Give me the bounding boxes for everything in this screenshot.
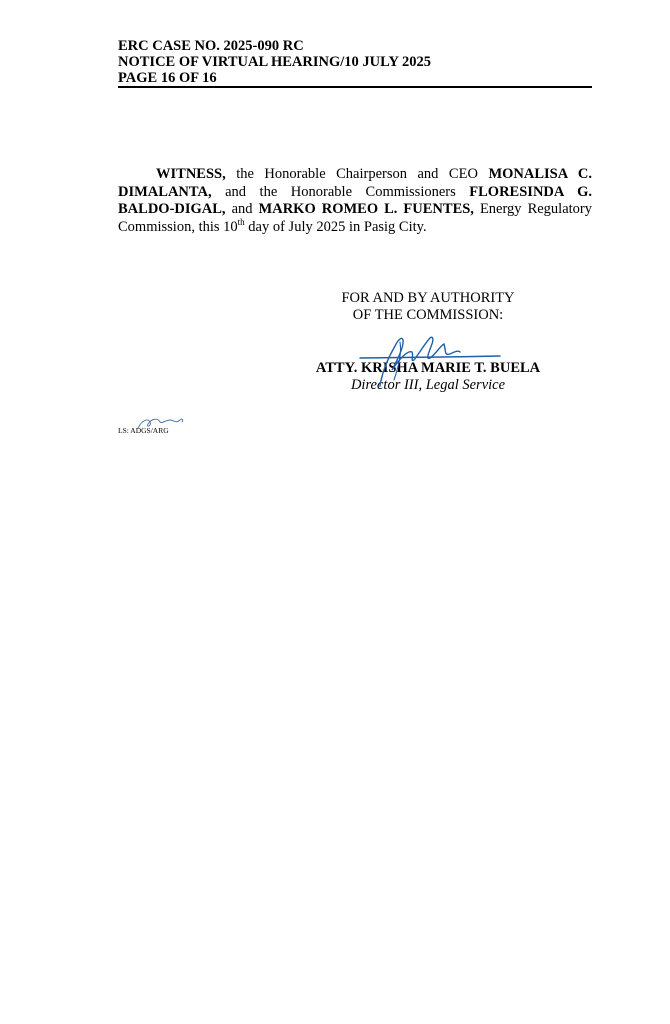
witness-text-3: and xyxy=(225,201,259,217)
commissioner-name-2: MARKO ROMEO L. FUENTES, xyxy=(258,201,474,217)
witness-text-1: the Honorable Chairperson and CEO xyxy=(225,166,489,182)
handwritten-signature xyxy=(340,328,510,390)
page-number: PAGE 16 OF 16 xyxy=(118,70,217,86)
authority-line-2: OF THE COMMISSION: xyxy=(352,307,504,323)
authority-line-1: FOR AND BY AUTHORITY xyxy=(341,290,515,306)
signatory-name: ATTY. KRISHA MARIE T. BUELA xyxy=(315,360,541,376)
chairperson-name: MONALISA C. DIMALANTA, xyxy=(118,166,592,200)
ordinal-suffix: th xyxy=(237,216,245,227)
witness-label: WITNESS, xyxy=(156,166,226,182)
document-header xyxy=(118,38,592,88)
witness-text-5: day of July 2025 in Pasig City. xyxy=(244,218,427,235)
signatory-title: Director III, Legal Service xyxy=(350,377,506,393)
witness-text-2: and the Honorable Commissioners xyxy=(211,183,470,200)
initials-reference: LS: ADGS/ARG xyxy=(118,426,169,435)
witness-paragraph xyxy=(118,166,592,236)
case-number: ERC CASE NO. 2025-090 RC xyxy=(118,38,304,54)
commissioner-name-1: FLORESINDA G. BALDO-DIGAL, xyxy=(118,183,592,217)
witness-text-4: Energy Regulatory Commission, this 10 xyxy=(118,201,592,235)
authority-block xyxy=(300,290,556,324)
notice-title: NOTICE OF VIRTUAL HEARING/10 JULY 2025 xyxy=(118,54,432,70)
